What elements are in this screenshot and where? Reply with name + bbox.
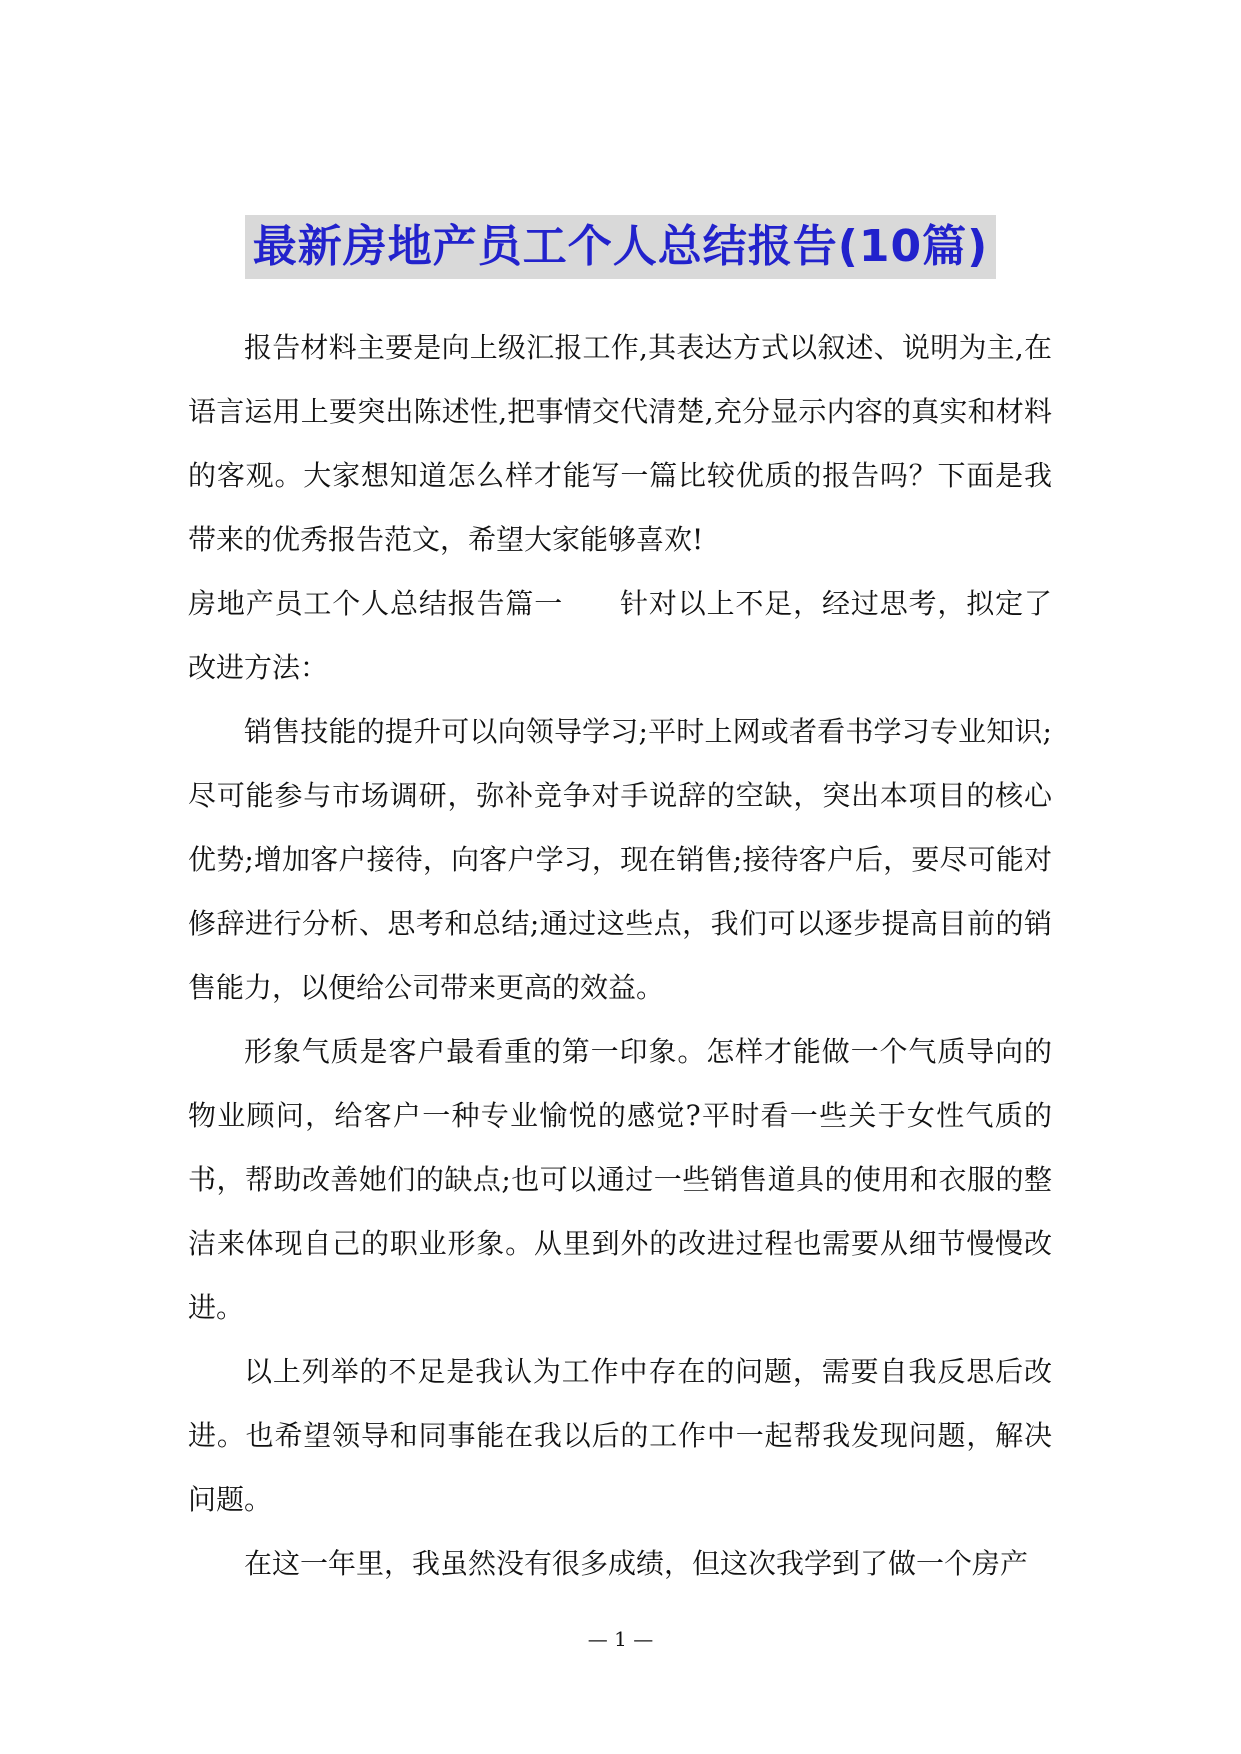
section-lead: 针对以上不足，经过思考，拟定了改进方法：	[188, 587, 1052, 684]
document-title: 最新房地产员工个人总结报告(10篇)	[245, 215, 996, 279]
section-heading-line	[188, 572, 1052, 700]
page-number: — 1 —	[587, 1627, 654, 1651]
section-heading: 房地产员工个人总结报告篇一	[188, 587, 564, 620]
title-container	[0, 215, 1241, 279]
paragraph-image: 形象气质是客户最看重的第一印象。怎样才能做一个气质导向的物业顾问，给客户一种专业愉悦的感觉?平时看一些关于女性气质的书，帮助改善她们的缺点;也可以通过一些销售道具的使用和衣服的整洁来体现自己的职业形象。从里到外的改进过程也需要从细节慢慢改进。	[188, 1035, 1052, 1324]
paragraph-sales-skills: 销售技能的提升可以向领导学习;平时上网或者看书学习专业知识;尽可能参与市场调研，弥补竞争对手说辞的空缺，突出本项目的核心优势;增加客户接待，向客户学习，现在销售;接待客户后，要尽可能对修辞进行分析、思考和总结;通过这些点，我们可以逐步提高目前的销售能力，以便给公司带来更高的效益。	[188, 715, 1052, 1004]
intro-paragraph: 报告材料主要是向上级汇报工作,其表达方式以叙述、说明为主,在语言运用上要突出陈述性,把事情交代清楚,充分显示内容的真实和材料的客观。大家想知道怎么样才能写一篇比较优质的报告吗？下面是我带来的优秀报告范文，希望大家能够喜欢!	[188, 331, 1052, 556]
paragraph-shortcomings: 以上列举的不足是我认为工作中存在的问题，需要自我反思后改进。也希望领导和同事能在我以后的工作中一起帮我发现问题，解决问题。	[188, 1355, 1052, 1516]
paragraph-this-year: 在这一年里，我虽然没有很多成绩，但这次我学到了做一个房产	[244, 1547, 1029, 1580]
document-body	[188, 316, 1052, 1596]
